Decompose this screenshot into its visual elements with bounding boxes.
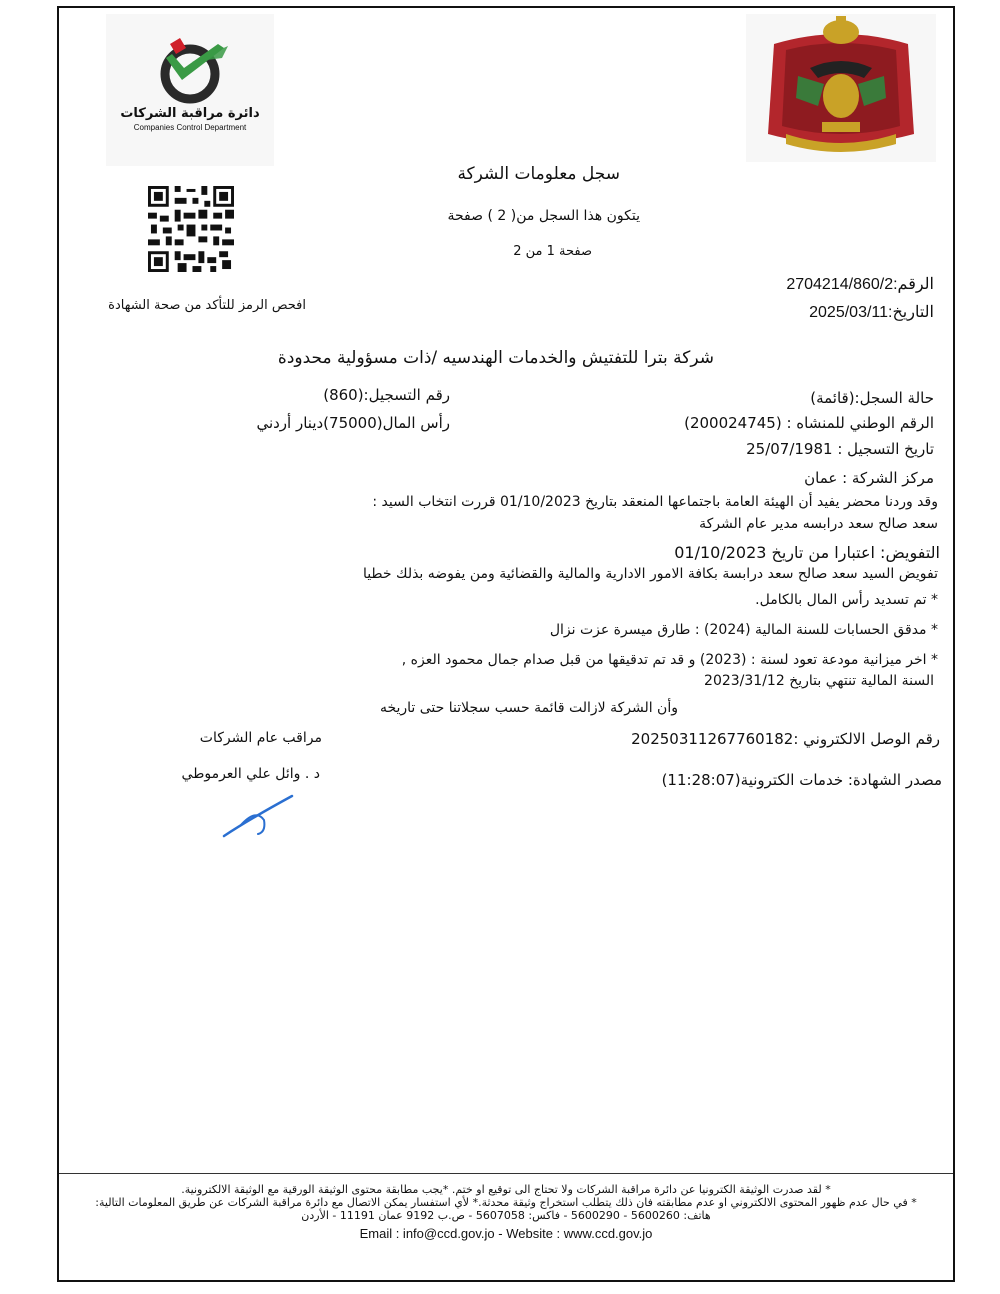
registration-number: رقم التسجيل:(860) — [323, 386, 450, 404]
manager-line: سعد صالح سعد درابسه مدير عام الشركة — [699, 516, 938, 532]
fiscal-year-end: السنة المالية تنتهي بتاريخ 2023/31/12 — [704, 673, 934, 689]
capital-paid-note: * تم تسديد رأس المال بالكامل. — [755, 592, 938, 608]
pages-count: يتكون هذا السجل من( 2 ) صفحة — [447, 208, 640, 224]
qr-code-icon[interactable] — [148, 186, 234, 272]
footer-contact: هاتف: 5600260 - 5600290 - فاكس: 5607058 - ص.ب 9192 عمان 11191 - الأردن — [301, 1209, 711, 1222]
ccd-emblem-icon — [106, 14, 274, 166]
page-title: سجل معلومات الشركة — [457, 164, 620, 184]
footer-email-website[interactable]: Email : info@ccd.gov.jo - Website : www.ccd.gov.jo — [359, 1226, 653, 1241]
signatory-name: د . وائل علي العرموطي — [181, 766, 320, 782]
budget-note: * اخر ميزانية مودعة تعود لسنة : (2023) و قد تم تدقيقها من قبل صدام جمال محمود العزه , — [401, 652, 938, 668]
registration-date: تاريخ التسجيل : 25/07/1981 — [746, 440, 934, 458]
signature-icon — [218, 790, 302, 840]
qr-caption: افحص الرمز للتأكد من صحة الشهادة — [108, 298, 306, 313]
company-name: شركة بترا للتفتيش والخدمات الهندسيه /ذات مسؤولية محدودة — [277, 348, 714, 368]
national-id: الرقم الوطني للمنشاه : (200024745) — [684, 414, 934, 432]
signatory-title: مراقب عام الشركات — [199, 730, 322, 746]
electronic-receipt: رقم الوصل الالكتروني :20250311267760182 — [631, 730, 940, 748]
auditor-note: * مدقق الحسابات للسنة المالية (2024) : طارق ميسرة عزت نزال — [549, 622, 938, 638]
logo-text-english: Companies Control Department — [133, 123, 247, 132]
footer-disclaimer-1: * لقد صدرت الوثيقة الكترونيا عن دائرة مراقبة الشركات ولا تحتاج الى توقيع او ختم. *يجب مطابقة محتوى الوثيقة الورقية مع الوثيقة الالكترونية. — [181, 1183, 831, 1196]
authorization-detail: تفويض السيد سعد صالح سعد درابسة بكافة الامور الادارية والمالية والقضائية ومن يفوضه بذلك خطيا — [362, 566, 938, 582]
issue-date: التاريخ:2025/03/11 — [809, 304, 934, 321]
capital: رأس المال(75000)دينار أردني — [256, 414, 450, 432]
certificate-source: مصدر الشهادة: خدمات الكترونية(11:28:07) — [661, 771, 942, 789]
closing-statement: وأن الشركة لازالت قائمة حسب سجلاتنا حتى تاريخه — [379, 700, 678, 716]
authorization-line: التفويض: اعتبارا من تاريخ 01/10/2023 — [674, 543, 940, 562]
page-number: صفحة 1 من 2 — [513, 244, 592, 259]
logo-text-arabic: دائرة مراقبة الشركات — [120, 106, 260, 121]
company-hq: مركز الشركة : عمان — [804, 469, 934, 487]
coat-of-arms — [746, 14, 936, 162]
footer-disclaimer-2: * في حال عدم ظهور المحتوى الالكتروني او عدم مطابقته فان ذلك يتطلب استخراج وثيقة محدثة.* لأي استفسار يمكن الاتصال مع دائرة مراقبة الشركات عن طريق المعلومات التالية: — [95, 1196, 917, 1209]
ccd-logo — [106, 14, 274, 166]
record-status: حالة السجل:(قائمة) — [810, 389, 934, 407]
footer-divider — [59, 1173, 953, 1174]
general-assembly-line: وقد وردنا محضر يفيد أن الهيئة العامة باجتماعها المنعقد بتاريخ 01/10/2023 قررت انتخاب السيد : — [372, 494, 938, 510]
crest-icon — [746, 14, 936, 162]
reference-number: الرقم:2704214/860/2 — [786, 276, 934, 293]
